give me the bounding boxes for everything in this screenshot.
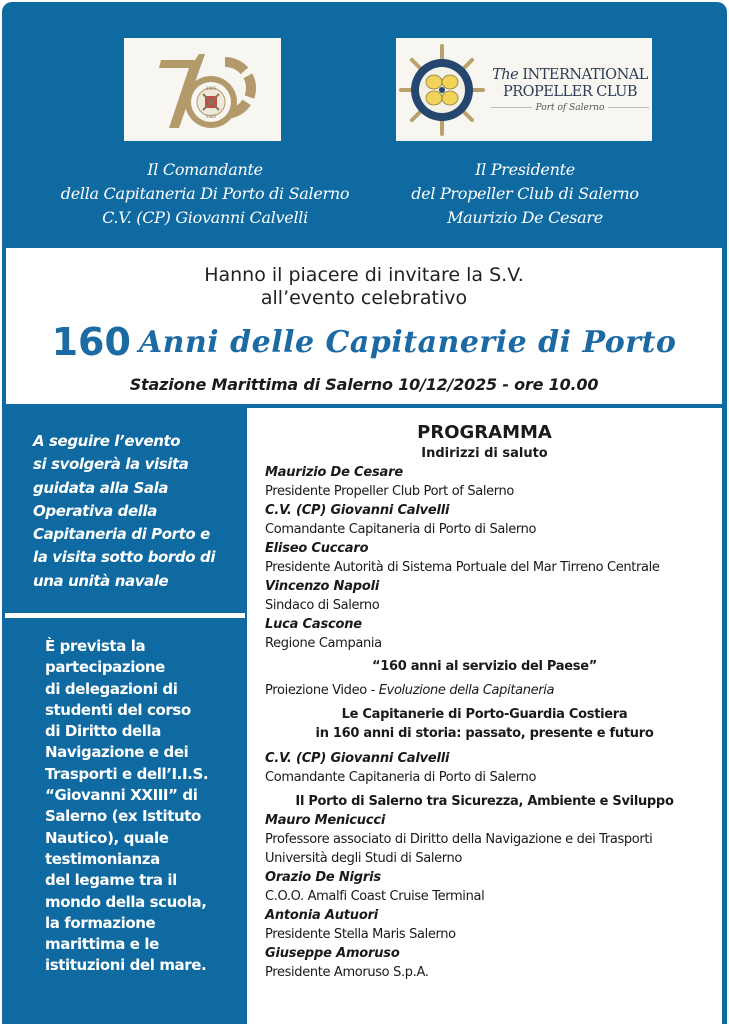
invitation-card [2, 2, 727, 1024]
invitation-banner [6, 248, 722, 404]
logo-international: INTERNATIONAL [522, 66, 648, 83]
invite-line: all’evento celebrativo [260, 287, 468, 309]
students-info-box [5, 618, 243, 1024]
speaker-name: Antonia Autuori [265, 908, 379, 923]
caption-line: della Capitaneria Di Porto di Salerno [60, 184, 350, 203]
caption-line: Il Presidente [475, 160, 575, 179]
title-words: Anni delle Capitanerie di Porto [138, 324, 677, 360]
comandante-caption [40, 158, 370, 230]
speaker-name: Orazio De Nigris [265, 870, 381, 885]
caption-line: del Propeller Club di Salerno [411, 184, 639, 203]
program-entry [265, 615, 722, 653]
program-entry [265, 463, 722, 501]
video-line [265, 681, 722, 700]
logo-propeller-club: PROPELLER CLUB [502, 83, 638, 100]
students-line: Nautico), quale [45, 828, 169, 847]
history-heading-line: in 160 anni di storia: passato, presente e futuro [315, 726, 654, 741]
history-heading-line: Le Capitanerie di Porto-Guardia Costiera [341, 706, 628, 722]
speaker-role: Comandante Capitaneria di Porto di Salerno [265, 769, 537, 785]
speaker-role: Professore associato di Diritto della Navigazione e dei Trasporti [265, 832, 653, 847]
video-heading: “160 anni al servizio del Paese” [372, 659, 597, 674]
speaker-role: Regione Campania [265, 636, 382, 651]
capitaneria-logo [124, 38, 281, 141]
program-entry [265, 539, 722, 577]
students-line: Salerno (ex Istituto [45, 807, 201, 826]
students-line: di delegazioni di [45, 679, 178, 698]
speaker-role: Presidente Amoruso S.p.A. [265, 965, 429, 980]
visit-line: Operativa della [33, 501, 157, 520]
propeller-club-logo [396, 38, 652, 141]
speaker-role: Comandante Capitaneria di Porto di Salerno [265, 522, 537, 537]
students-line: studenti del corso [45, 700, 191, 719]
speaker-name: Giuseppe Amoruso [265, 946, 400, 961]
divider [608, 107, 649, 108]
speaker-role: Presidente Autorità di Sistema Portuale del Mar Tirreno Centrale [265, 560, 660, 575]
program-entry [265, 749, 722, 787]
program-entry [265, 944, 722, 982]
title-number: 160 [51, 320, 131, 364]
visit-info-box [5, 408, 243, 613]
students-line: mondo della scuola, [45, 892, 207, 911]
program-panel [247, 408, 722, 1024]
visit-line: Capitaneria di Porto e [33, 525, 210, 544]
speaker-affiliation: Università degli Studi di Salerno [265, 851, 463, 866]
speaker-name: Mauro Menicucci [265, 813, 386, 828]
program-title: PROGRAMMA [417, 422, 552, 443]
divider [491, 107, 532, 108]
speaker-role: Presidente Propeller Club Port of Salerno [265, 484, 515, 499]
students-line: Trasporti e dell’I.I.S. [45, 764, 209, 783]
visit-line: si svolgerà la visita [33, 455, 189, 474]
svg-text:2025: 2025 [205, 113, 216, 119]
students-line: È prevista la [45, 637, 146, 655]
speaker-name: Vincenzo Napoli [265, 579, 380, 594]
students-line: marittima e le [45, 935, 159, 954]
students-line: Navigazione e dei [45, 743, 189, 762]
video-label: Proiezione Video - [265, 682, 379, 698]
program-entry [265, 906, 722, 944]
speaker-role: C.O.O. Amalfi Coast Cruise Terminal [265, 889, 485, 904]
visit-line: guidata alla Sala [33, 478, 169, 497]
students-line: istituzioni del mare. [45, 956, 207, 975]
svg-text:1865: 1865 [205, 85, 216, 91]
presidente-caption [380, 158, 670, 230]
speaker-name: C.V. (CP) Giovanni Calvelli [265, 750, 450, 766]
logo-the: The [492, 66, 519, 83]
invite-text [6, 264, 722, 310]
caption-line: Maurizio De Cesare [447, 208, 603, 227]
students-line: del legame tra il [45, 871, 177, 890]
event-title [6, 320, 722, 364]
visit-line: la visita sotto bordo di [33, 548, 216, 567]
speaker-name: Maurizio De Cesare [265, 465, 403, 480]
port-heading: Il Porto di Salerno tra Sicurezza, Ambiente e Sviluppo [295, 793, 674, 809]
students-line: di Diritto della [45, 722, 162, 741]
visit-line: una unità navale [33, 571, 169, 590]
video-title: Evoluzione della Capitaneria [378, 682, 555, 698]
students-line: “Giovanni XXIII” di [45, 786, 198, 805]
ship-wheel-propeller-icon [399, 42, 485, 138]
students-line: testimonianza [45, 849, 160, 868]
speaker-name: Eliseo Cuccaro [265, 541, 369, 556]
speaker-role: Presidente Stella Maris Salerno [265, 927, 456, 942]
event-venue-date: Stazione Marittima di Salerno 10/12/2025 - ore 10.00 [129, 375, 599, 394]
students-line: partecipazione [45, 658, 165, 677]
visit-line: A seguire l’evento [33, 432, 181, 450]
invite-line: Hanno il piacere di invitare la S.V. [204, 264, 524, 286]
program-entry [265, 577, 722, 615]
students-line: la formazione [45, 913, 156, 932]
caption-line: Il Comandante [147, 160, 263, 179]
capitaneria-160-logo-icon [143, 42, 263, 138]
speaker-name: Luca Cascone [265, 617, 362, 632]
caption-line: C.V. (CP) Giovanni Calvelli [102, 208, 308, 227]
program-entry [265, 501, 722, 539]
history-heading [265, 705, 704, 744]
speaker-role: Sindaco di Salerno [265, 598, 380, 613]
speaker-name: C.V. (CP) Giovanni Calvelli [265, 503, 450, 518]
program-entry [265, 811, 722, 868]
greetings-heading: Indirizzi di saluto [421, 446, 548, 461]
program-entry [265, 868, 722, 906]
logo-port-of-salerno: Port of Salerno [535, 102, 605, 113]
